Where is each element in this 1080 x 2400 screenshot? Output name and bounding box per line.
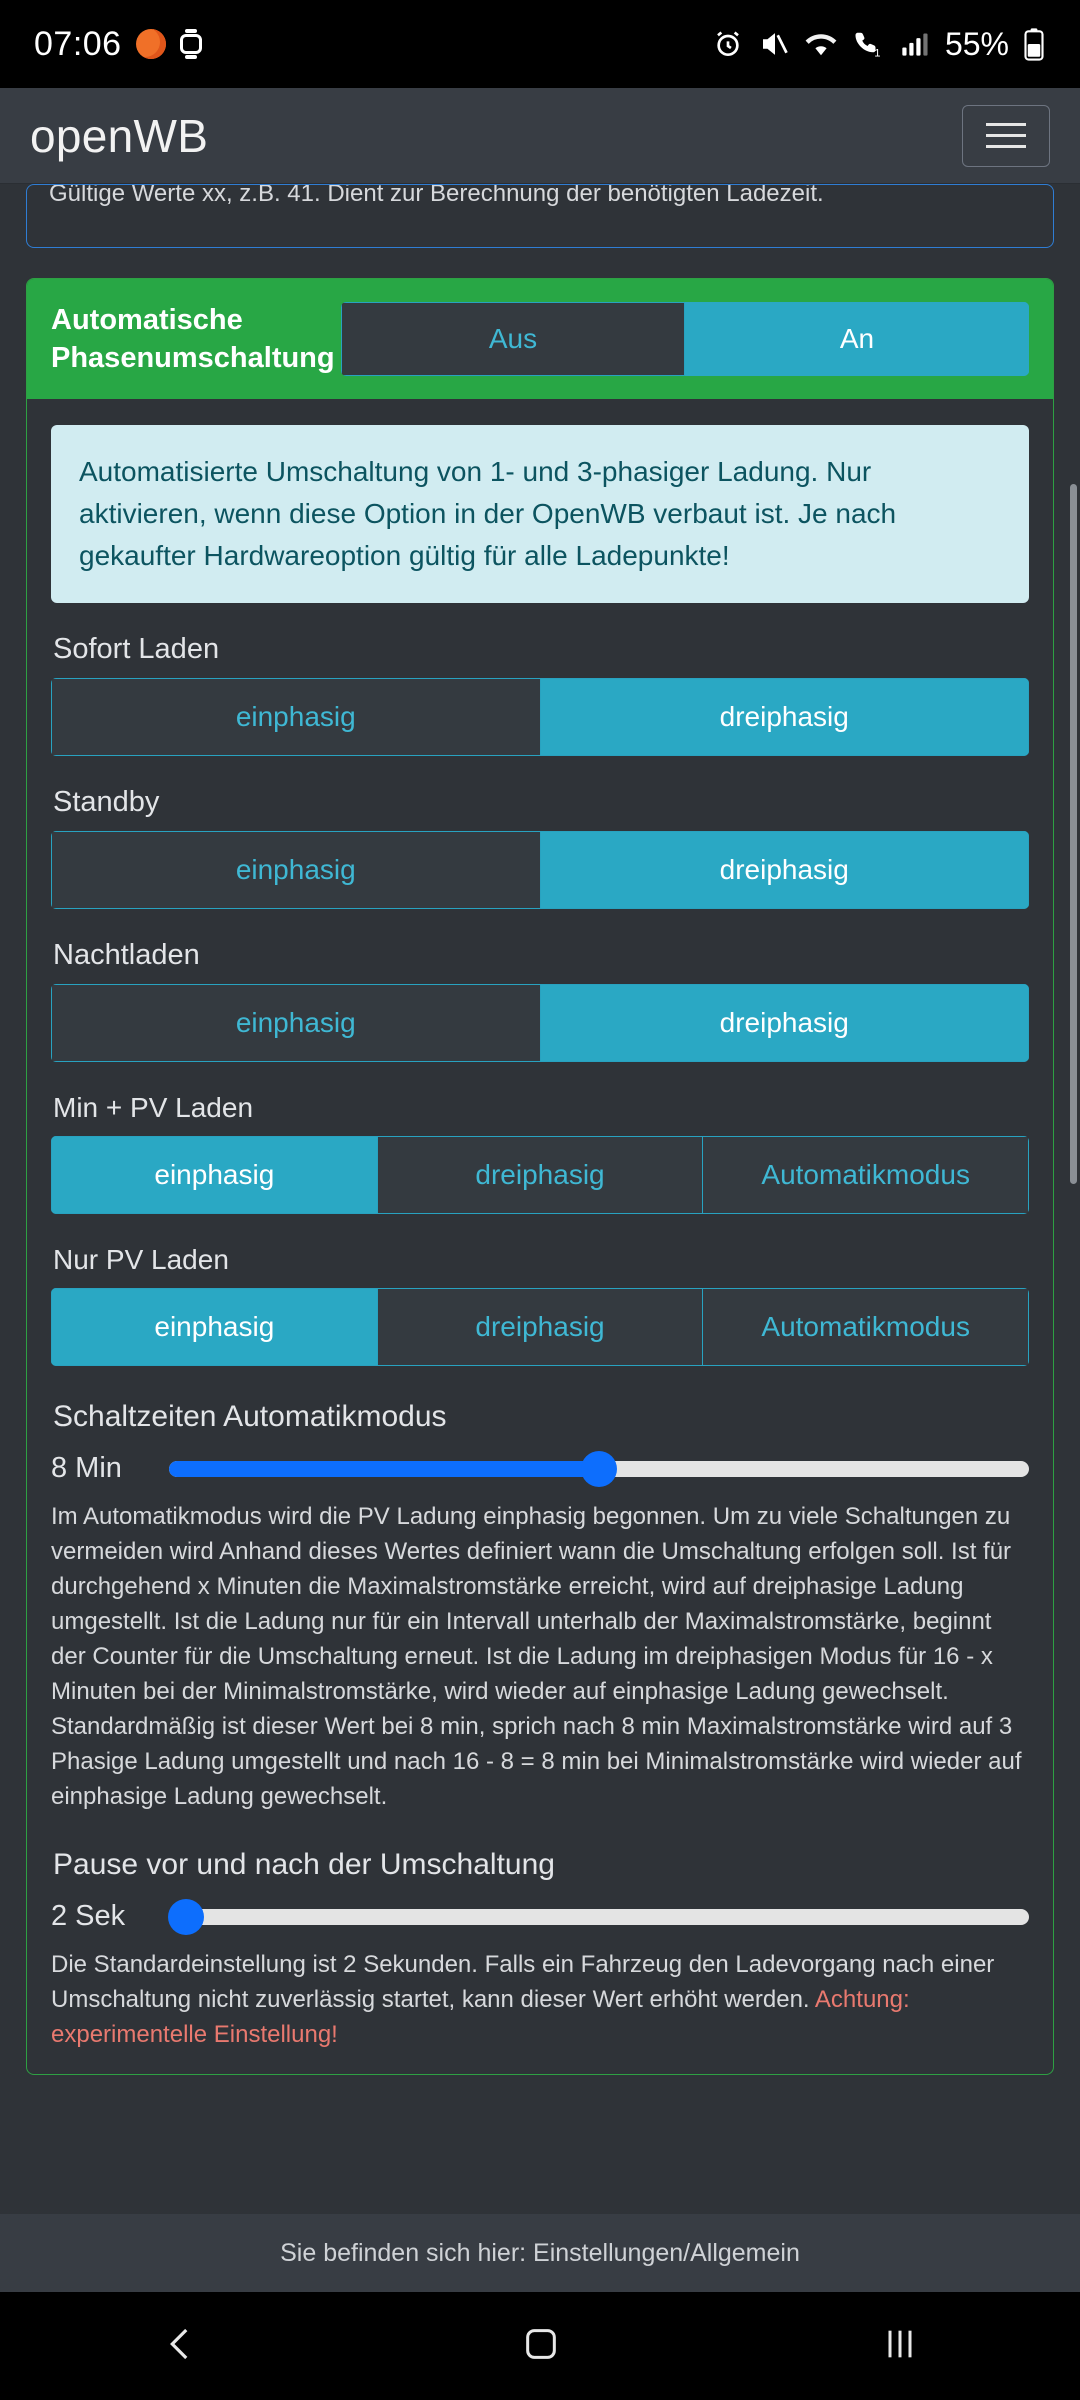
- system-navigation-bar: [0, 2292, 1080, 2400]
- segment-nur-pv-laden[interactable]: [51, 1288, 1029, 1366]
- pause-description-text: Die Standardeinstellung ist 2 Sekunden. Falls ein Fahrzeug den Ladevorgang nach einer Umschaltung nicht zuverlässig startet, kann dieser Wert erhöht werden.: [51, 1951, 995, 2013]
- toggle-option-an[interactable]: An: [685, 302, 1029, 376]
- info-alert: Automatisierte Umschaltung von 1- und 3-phasiger Ladung. Nur aktivieren, wenn diese Option in der OpenWB verbaut ist. Je nach gekaufter Hardwareoption gültig für alle Ladepunkte!: [51, 425, 1029, 603]
- phasenumschaltung-toggle[interactable]: [341, 302, 1029, 376]
- label-nachtladen: Nachtladen: [53, 939, 200, 971]
- pause-slider-knob[interactable]: [168, 1899, 204, 1935]
- segment-standby[interactable]: [51, 831, 1029, 909]
- nur-pv-automatikmodus[interactable]: Automatikmodus: [703, 1288, 1029, 1366]
- status-time: 07:06: [34, 24, 122, 63]
- automatische-phasenumschaltung-card: [26, 278, 1054, 2075]
- segment-sofort-laden[interactable]: [51, 678, 1029, 756]
- breadcrumb: Sie befinden sich hier: Einstellungen/Allgemein: [0, 2214, 1080, 2292]
- standby-dreiphasig[interactable]: dreiphasig: [541, 831, 1030, 909]
- card-title: Automatische Phasenumschaltung: [51, 304, 335, 374]
- schaltzeiten-slider[interactable]: [169, 1461, 1029, 1477]
- segment-nachtladen[interactable]: [51, 984, 1029, 1062]
- recents-icon[interactable]: [880, 2324, 920, 2369]
- nur-pv-einphasig[interactable]: einphasig: [51, 1288, 378, 1366]
- status-bar-right: [712, 26, 1046, 63]
- svg-text:1: 1: [874, 47, 881, 59]
- sofort-laden-dreiphasig[interactable]: dreiphasig: [541, 678, 1030, 756]
- nachtladen-einphasig[interactable]: einphasig: [51, 984, 541, 1062]
- pause-value: 2 Sek: [51, 1900, 126, 1932]
- content-inner: [0, 184, 1080, 2075]
- label-sofort-laden: Sofort Laden: [53, 633, 220, 665]
- status-bar: [0, 0, 1080, 88]
- segment-min-pv-laden[interactable]: [51, 1136, 1029, 1214]
- pause-description: [51, 1947, 1029, 2052]
- battery-percent-label: 55%: [944, 25, 1009, 62]
- app-bar: [0, 88, 1080, 184]
- label-standby: Standby: [53, 786, 160, 818]
- pause-slider-row[interactable]: [51, 1900, 1029, 1933]
- card-body: [27, 399, 1053, 2074]
- min-pv-automatikmodus[interactable]: Automatikmodus: [703, 1136, 1029, 1214]
- min-pv-dreiphasig[interactable]: dreiphasig: [378, 1136, 704, 1214]
- alarm-icon: [712, 28, 744, 60]
- watch-icon: [180, 29, 202, 59]
- sofort-laden-einphasig[interactable]: einphasig: [51, 678, 541, 756]
- battery-icon: [1022, 27, 1046, 61]
- app-brand-title: openWB: [30, 109, 209, 162]
- label-min-pv-laden: Min + PV Laden: [53, 1092, 254, 1123]
- scroll-content[interactable]: [0, 184, 1080, 2214]
- schaltzeiten-value: 8 Min: [51, 1452, 122, 1484]
- notification-dot-icon: [136, 29, 166, 59]
- schaltzeiten-slider-knob[interactable]: [581, 1451, 617, 1487]
- schaltzeiten-description: Im Automatikmodus wird die PV Ladung einphasig begonnen. Um zu viele Schaltungen zu vermeiden wird Anhand dieses Wertes definiert wann die Umschaltung erfolgen soll. Ist für durchgehend x Minuten die Maximalstromstärke erreicht, wird auf dreiphasige Ladung umgestellt. Ist die Ladung nur für ein Intervall unterhalb der Maximalstromstärke, beginnt der Counter für die Umschaltung erneut. Ist die Ladung im dreiphasigen Modus für 16 - x Minuten bei der Minimalstromstärke, wird wieder auf einphasige Ladung gewechselt. Standardmäßig ist dieser Wert bei 8 min, sprich nach 8 min Maximalstromstärke wird auf 3 Phasige Ladung umgestellt und nach 16 - 8 = 8 min bei Minimalstromstärke wird wieder auf einphasige Ladung gewechselt.: [51, 1503, 1022, 1810]
- scrollbar[interactable]: [1070, 484, 1077, 1184]
- wifi-icon: [804, 30, 838, 58]
- nur-pv-dreiphasig[interactable]: dreiphasig: [378, 1288, 704, 1366]
- standby-einphasig[interactable]: einphasig: [51, 831, 541, 909]
- mute-icon: [757, 29, 791, 59]
- pause-slider[interactable]: [169, 1909, 1029, 1925]
- card-header: [27, 279, 1053, 399]
- home-icon[interactable]: [521, 2324, 561, 2369]
- nachtladen-dreiphasig[interactable]: dreiphasig: [541, 984, 1030, 1062]
- back-icon[interactable]: [160, 2323, 202, 2370]
- hamburger-menu-icon[interactable]: [962, 105, 1050, 167]
- heading-pause: Pause vor und nach der Umschaltung: [53, 1848, 555, 1881]
- toggle-option-aus[interactable]: Aus: [341, 302, 685, 376]
- previous-setting-hint: Gültige Werte xx, z.B. 41. Dient zur Berechnung der benötigten Ladezeit.: [49, 184, 824, 207]
- heading-schaltzeiten: Schaltzeiten Automatikmodus: [53, 1400, 447, 1433]
- previous-setting-card: [26, 184, 1054, 248]
- signal-icon: [898, 30, 930, 58]
- pause-description-warning: Achtung: experimentelle Einstellung!: [51, 1986, 910, 2048]
- call-wifi-icon: [851, 29, 885, 59]
- min-pv-einphasig[interactable]: einphasig: [51, 1136, 378, 1214]
- label-nur-pv-laden: Nur PV Laden: [53, 1244, 229, 1275]
- status-bar-left: [34, 25, 202, 64]
- schaltzeiten-slider-row[interactable]: [51, 1452, 1029, 1485]
